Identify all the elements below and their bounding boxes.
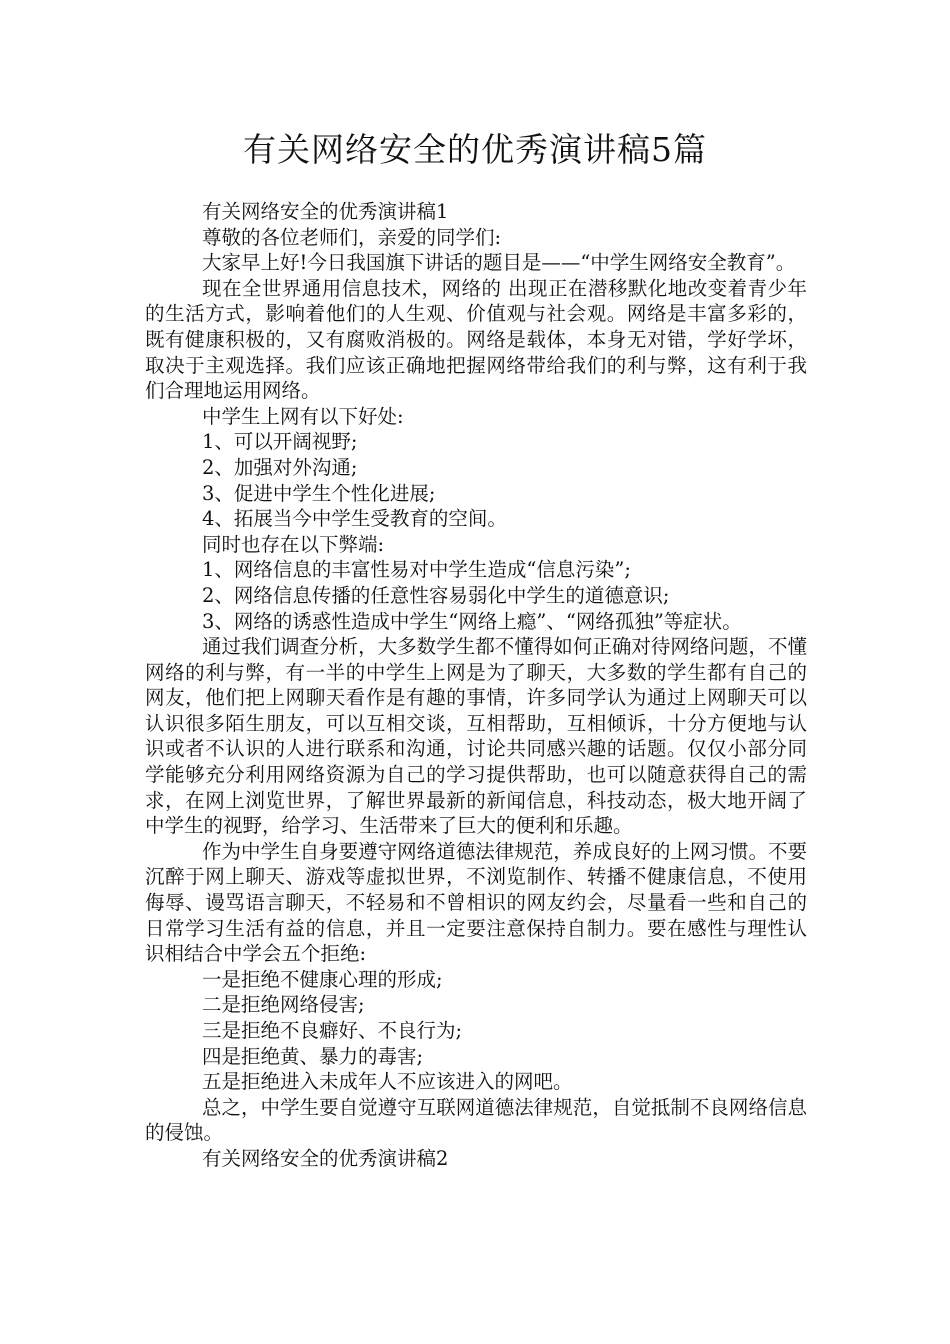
drawbacks-heading: 同时也存在以下弊端: bbox=[202, 532, 385, 556]
list-item: 3、网络的诱惑性造成中学生“网络上瘾”、“网络孤独”等症状。 bbox=[202, 609, 742, 633]
list-item: 五是拒绝进入未成年人不应该进入的网吧。 bbox=[202, 1070, 573, 1094]
list-item: 3、促进中学生个性化进展; bbox=[202, 481, 436, 505]
list-item: 三是拒绝不良癖好、不良行为; bbox=[202, 1019, 463, 1042]
paragraph-advice: 作为中学生自身要遵守网络道德法律规范，养成良好的上网习惯。不要沉醉于网上聊天、游戏等虚拟世界，不浏览制作、转播不健康信息，不使用侮辱、谩骂语言聊天，不轻易和不曾相识的网友约会，尽量看一些和自己的日常学习生活有益的信息，并且一定要注意保持自制力。要在感性与理性认识相结合中学会五个拒绝: bbox=[145, 839, 807, 966]
list-item: 2、网络信息传播的任意性容易弱化中学生的道德意识; bbox=[202, 583, 670, 607]
list-item: 1、可以开阔视野; bbox=[202, 430, 358, 454]
list-item: 四是拒绝黄、暴力的毒害; bbox=[202, 1044, 424, 1068]
document-title: 有关网络安全的优秀演讲稿5篇 bbox=[243, 130, 707, 169]
section-heading-1: 有关网络安全的优秀演讲稿1 bbox=[202, 200, 449, 223]
list-item: 4、拓展当今中学生受教育的空间。 bbox=[202, 507, 507, 531]
paragraph-analysis: 通过我们调查分析，大多数学生都不懂得如何正确对待网络问题，不懂网络的利与弊，有一半的中学生上网是为了聊天，大多数的学生都有自己的网友，他们把上网聊天看作是有趣的事情，许多同学认为通过上网聊天可以认识很多陌生朋友，可以互相交谈，互相帮助，互相倾诉，十分方便地与认识或者不认识的人进行联系和沟通，讨论共同感兴趣的话题。仅仅小部分同学能够充分利用网络资源为自己的学习提供帮助，也可以随意获得自己的需求，在网上浏览世界，了解世界最新的新闻信息，科技动态，极大地开阔了中学生的视野，给学习、生活带来了巨大的便利和乐趣。 bbox=[145, 635, 807, 838]
paragraph-conclusion: 总之，中学生要自觉遵守互联网道德法律规范，自觉抵制不良网络信息的侵蚀。 bbox=[145, 1095, 807, 1145]
list-item: 2、加强对外沟通; bbox=[202, 455, 358, 479]
benefits-heading: 中学生上网有以下好处: bbox=[202, 404, 404, 428]
list-item: 二是拒绝网络侵害; bbox=[202, 993, 365, 1017]
section-heading-2: 有关网络安全的优秀演讲稿2 bbox=[202, 1146, 449, 1170]
document-body bbox=[145, 199, 807, 1172]
list-item: 1、网络信息的丰富性易对中学生造成“信息污染”; bbox=[202, 558, 631, 582]
salutation: 尊敬的各位老师们，亲爱的同学们: bbox=[202, 225, 502, 249]
list-item: 一是拒绝不健康心理的形成; bbox=[202, 967, 443, 991]
paragraph-intro: 现在全世界通用信息技术，网络的 出现正在潜移默化地改变着青少年的生活方式，影响着他们的人生观、价值观与社会观。网络是丰富多彩的，既有健康积极的，又有腐败消极的。网络是载体，本身无对错，学好学坏，取决于主观选择。我们应该正确地把握网络带给我们的利与弊，这有利于我们合理地运用网络。 bbox=[145, 276, 807, 403]
paragraph-greeting: 大家早上好!今日我国旗下讲话的题目是——“中学生网络安全教育”。 bbox=[202, 251, 796, 275]
